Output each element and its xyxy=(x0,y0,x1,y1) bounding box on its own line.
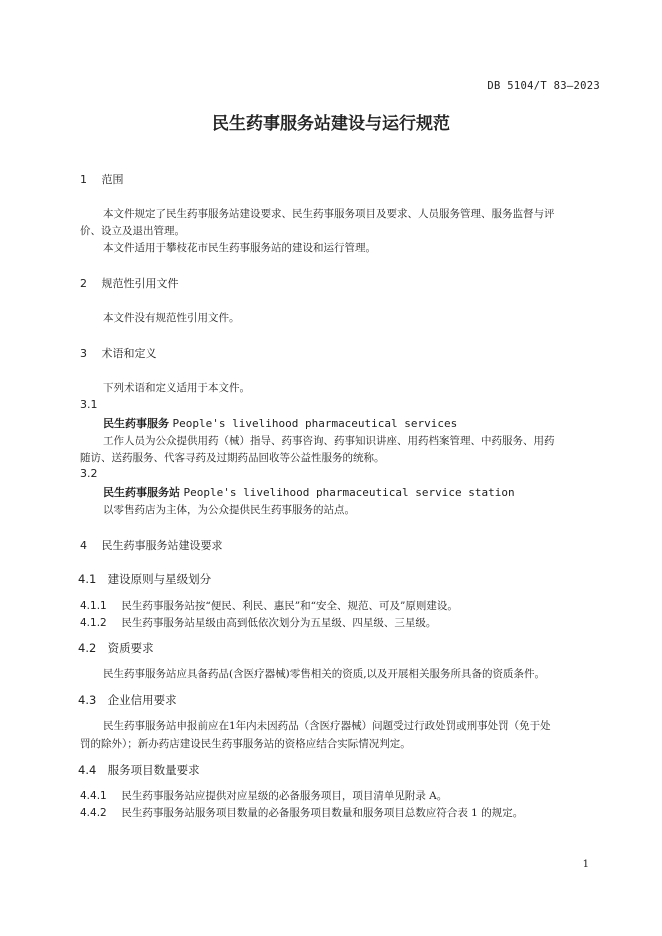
paragraph: 民生药事服务站申报前应在1年内未因药品（含医疗器械）问题受过行政处罚或刑事处罚（免于处 xyxy=(103,720,551,732)
clause-4-4-2 xyxy=(80,805,523,820)
term-number: 3.1 xyxy=(80,398,98,411)
section-number: 2 xyxy=(80,277,87,290)
clause-number: 4.4.1 xyxy=(80,790,107,802)
section-1-heading xyxy=(80,171,124,187)
paragraph: 本文件没有规范性引用文件。 xyxy=(103,312,240,324)
clause-number: 4.1.2 xyxy=(80,617,107,629)
page-number: 1 xyxy=(582,859,589,870)
section-number: 3 xyxy=(80,347,87,360)
section-title: 术语和定义 xyxy=(101,347,157,360)
document-number: DB 5104/T 83—2023 xyxy=(487,80,600,92)
section-title: 范围 xyxy=(101,173,124,186)
paragraph-continuation: 价、设立及退出管理。 xyxy=(80,225,185,237)
term-definition: 以零售药店为主体，为公众提供民生药事服务的站点。 xyxy=(103,504,355,516)
paragraph: 下列术语和定义适用于本文件。 xyxy=(103,382,250,394)
paragraph: 本文件规定了民生药事服务站建设要求、民生药事服务项目及要求、人员服务管理、服务监督与评 xyxy=(103,208,555,220)
clause-number: 4.4.2 xyxy=(80,807,107,819)
page-title: 民生药事服务站建设与运行规范 xyxy=(212,114,450,134)
section-4-heading xyxy=(80,537,223,553)
clause-text: 民生药事服务站按“便民、利民、惠民”和“安全、规范、可及”原则建设。 xyxy=(121,600,458,612)
term-english: People's livelihood pharmaceutical service station xyxy=(183,486,515,499)
section-title: 规范性引用文件 xyxy=(101,277,179,290)
section-number: 1 xyxy=(80,173,87,186)
subsection-4-4-heading xyxy=(78,762,200,778)
clause-4-1-1 xyxy=(80,598,458,613)
section-title: 民生药事服务站建设要求 xyxy=(101,539,223,552)
term-entry xyxy=(103,415,457,431)
clause-text: 民生药事服务站服务项目数量的必备服务项目数量和服务项目总数应符合表 1 的规定。 xyxy=(121,807,524,819)
subsection-title: 企业信用要求 xyxy=(107,693,177,707)
subsection-title: 建设原则与星级划分 xyxy=(107,572,212,586)
clause-number: 4.1.1 xyxy=(80,600,107,612)
clause-text: 民生药事服务站应提供对应星级的必备服务项目，项目清单见附录 A。 xyxy=(121,790,448,802)
subsection-number: 4.3 xyxy=(78,693,97,707)
subsection-4-2-heading xyxy=(78,640,154,656)
subsection-title: 服务项目数量要求 xyxy=(107,763,200,777)
clause-text: 民生药事服务站星级由高到低依次划分为五星级、四星级、三星级。 xyxy=(121,617,437,629)
section-number: 4 xyxy=(80,539,87,552)
term-definition: 工作人员为公众提供用药（械）指导、药事咨询、药事知识讲座、用药档案管理、中药服务、用药 xyxy=(103,435,555,447)
clause-4-1-2 xyxy=(80,615,436,630)
paragraph-continuation: 罚的除外）；新办药店建设民生药事服务站的资格应结合实际情况判定。 xyxy=(80,738,411,750)
term-chinese: 民生药事服务站 xyxy=(103,486,180,499)
subsection-number: 4.1 xyxy=(78,572,97,586)
term-definition-continuation: 随访、送药服务、代客寻药及过期药品回收等公益性服务的统称。 xyxy=(80,452,385,464)
subsection-4-1-heading xyxy=(78,571,211,587)
section-2-heading xyxy=(80,275,179,291)
section-3-heading xyxy=(80,345,157,361)
clause-4-4-1 xyxy=(80,788,447,803)
subsection-number: 4.4 xyxy=(78,763,97,777)
term-chinese: 民生药事服务 xyxy=(103,417,169,430)
term-entry xyxy=(103,484,515,500)
paragraph: 民生药事服务站应具备药品(含医疗器械)零售相关的资质,以及开展相关服务所具备的资质条件。 xyxy=(103,668,546,680)
paragraph: 本文件适用于攀枝花市民生药事服务站的建设和运行管理。 xyxy=(103,242,376,254)
term-english: People's livelihood pharmaceutical services xyxy=(172,417,458,430)
subsection-number: 4.2 xyxy=(78,641,97,655)
term-number: 3.2 xyxy=(80,467,98,480)
subsection-title: 资质要求 xyxy=(107,641,154,655)
subsection-4-3-heading xyxy=(78,692,177,708)
